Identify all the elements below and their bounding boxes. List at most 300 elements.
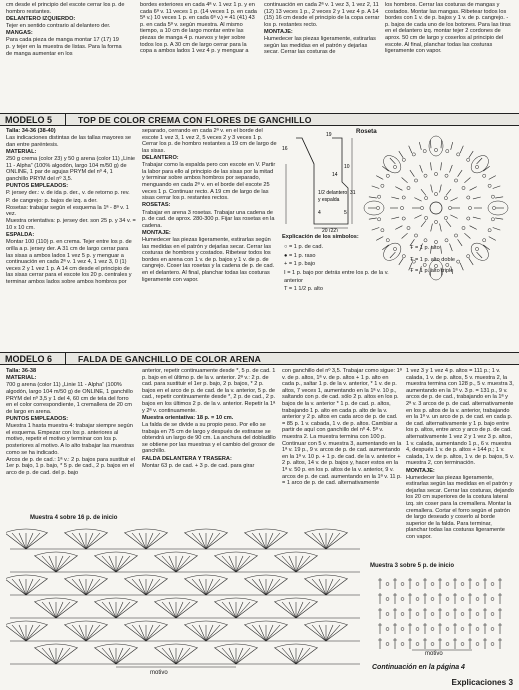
rosette-stitch-mark bbox=[440, 224, 442, 232]
chart4-shell-stitch bbox=[35, 556, 56, 572]
rosette-stitch-mark bbox=[414, 215, 421, 219]
chart4-shell-stitch bbox=[155, 648, 176, 664]
rosette-stitch-mark bbox=[464, 178, 470, 183]
rosette-chain-mark bbox=[423, 150, 426, 153]
rosette-stitch-mark bbox=[470, 226, 477, 230]
rosette-petal bbox=[380, 152, 404, 176]
chart3-chain bbox=[386, 598, 389, 601]
rosette-stitch-mark bbox=[414, 198, 421, 202]
chart3-chain bbox=[416, 583, 419, 586]
rosette-chain-mark bbox=[444, 197, 447, 200]
rosette-chain-mark bbox=[434, 148, 437, 151]
rosette-chain-mark bbox=[448, 206, 451, 209]
rosette-stitch-mark bbox=[372, 228, 380, 231]
rosette-chain-mark bbox=[488, 184, 491, 187]
rosette-stitch-mark bbox=[409, 146, 412, 153]
chart3-chain bbox=[386, 628, 389, 631]
chart4-shell-stitch bbox=[185, 625, 206, 641]
chart3-chain bbox=[476, 583, 479, 586]
rosette-stitch-mark bbox=[446, 189, 451, 195]
dim-n5: 5 bbox=[344, 210, 347, 216]
chart4-shell-arc bbox=[184, 621, 228, 625]
chart4-shell-stitch bbox=[12, 533, 26, 549]
rosette-stitch-mark bbox=[395, 226, 402, 230]
chart4-shell-stitch bbox=[206, 579, 220, 595]
rosette-chain-mark bbox=[467, 217, 470, 220]
schematic-outline bbox=[296, 138, 348, 224]
chart4-shell-stitch bbox=[326, 625, 347, 641]
chart3-chain bbox=[386, 583, 389, 586]
chart4-shell-stitch bbox=[252, 533, 266, 549]
rosette-chain-mark bbox=[467, 158, 470, 161]
chart4-shell-stitch bbox=[215, 648, 236, 664]
rosette-chain-mark bbox=[424, 174, 427, 177]
m5-column-2: separado, cerrando en cada 2ª v. en el borde del escote 1 vez 3, 1 vez 2, 5 veces 2 y 3 veces 1 p. Cerrar los p. de hombro restantes a 19 cm de largo de las sisas. DELANTERO: Trabajar como la espalda pero con escote en V. Partir la labor para ello al principio de las sisas por la mitad y terminar sobre ambos hombros por separado, menguando en cada 2ª v. en el borde del escote 25 veces 1 p. Continuar recto. A 19 cm de largo de las sisas cerrar los p. restantes rectos. ROSETAS: Trabajar en arena 3 rosetas. Trabajar una cadena de p. de cad. de aprox. 280-300 p. Fijar las rosetas en la cadena. MONTAJE: Humedecer las piezas ligeramente, estirarlas según las medidas en el patrón y dejarlas secar. Cerrar las costuras de hombros y costados. Ribetear todos los bordes en arena con 1 v. de p. bajos y 1 v. de p. de cangrejo. Coser las rosetas y la cadena de p. de cad. en el delantero. Al final, planchar todas las costuras ligeramente con vapor. bbox=[142, 128, 277, 283]
rosette-stitch-mark bbox=[430, 140, 431, 148]
rosette-stitch-mark bbox=[431, 162, 432, 170]
chart3-chain bbox=[386, 643, 389, 646]
top-column-1: cm desde el principio del escote cerrar los p. de hombro restantes. DELANTERO IZQUIERDO: Tejer en sentido contrario al delantero der. MANGAS: Para cada pieza de manga montar 17 (17) 19 p. y tejer en la muestra de listas. Para la forma de manga aumentar en los bbox=[6, 2, 125, 57]
rosette-stitch-mark bbox=[395, 187, 402, 191]
chart4-shell-stitch bbox=[116, 648, 130, 664]
chart3-chain bbox=[461, 613, 464, 616]
rosette-petal bbox=[468, 152, 492, 176]
rosette-chain-mark bbox=[434, 172, 437, 175]
continuation-note: Continuación en la página 4 bbox=[372, 664, 465, 671]
chart3-chain bbox=[461, 583, 464, 586]
rosette-stitch-mark bbox=[450, 165, 453, 173]
dim-right: 10 bbox=[344, 164, 350, 170]
rosette-chain-mark bbox=[425, 197, 428, 200]
chart4-shell-arc bbox=[214, 598, 258, 602]
top-column-4: los hombros. Cerrar las costuras de mangas y costados. Montar las mangas. Ribetear todos los bordes con 1 v. de p. bajos y 1 v. de p. cangrejo. - p. bajos de cada uno de los botones. Para las tiras en el delantero izq. montar tejer 2 cordones de aprox. 50 cm de largo y coserlos al principio del escote. Al final, planchar todas las costuras ligeramente con vapor. bbox=[385, 2, 511, 55]
rosette-chain-mark bbox=[381, 184, 384, 187]
chart4-shell-stitch bbox=[215, 556, 236, 572]
chart3-chain bbox=[401, 598, 404, 601]
dim-n4: 4 bbox=[318, 210, 321, 216]
chart3-chain bbox=[401, 613, 404, 616]
chart4-shell-stitch bbox=[192, 625, 206, 641]
chart4-shell-stitch bbox=[162, 648, 176, 664]
chart3-chain bbox=[431, 643, 434, 646]
chart4-shell-arc bbox=[124, 621, 168, 625]
dim-n1: 19 bbox=[326, 132, 332, 138]
chart4-shell-stitch bbox=[116, 556, 137, 572]
muestra-3-chart bbox=[372, 572, 512, 652]
chart3-chain bbox=[401, 583, 404, 586]
rosette-chain-mark bbox=[400, 206, 403, 209]
chart4-shell-stitch bbox=[146, 533, 160, 549]
chart4-shell-stitch bbox=[125, 533, 146, 549]
dim-bottom: 20 (22) bbox=[322, 228, 338, 232]
page-footer bbox=[452, 678, 513, 687]
chart4-shell-arc bbox=[6, 575, 48, 579]
rosette-stitch-mark bbox=[402, 178, 408, 183]
chart4-shell-stitch bbox=[252, 579, 266, 595]
chart3-chain bbox=[476, 628, 479, 631]
chart4-shell-stitch bbox=[296, 556, 317, 572]
chart4-shell-stitch bbox=[102, 602, 116, 618]
chart4-shell-stitch bbox=[305, 625, 326, 641]
chart4-shell-stitch bbox=[266, 625, 280, 641]
rosette-stitch-mark bbox=[420, 165, 423, 173]
chart4-shell-stitch bbox=[86, 533, 107, 549]
chart4-shell-stitch bbox=[6, 579, 26, 595]
chart3-chain bbox=[446, 643, 449, 646]
chart4-shell-stitch bbox=[65, 625, 86, 641]
rosette-chain-mark bbox=[376, 206, 379, 209]
chart4-shell-arc bbox=[244, 621, 288, 625]
chart4-shell-arc bbox=[6, 529, 48, 533]
chart3-chain bbox=[461, 598, 464, 601]
chart4-shell-stitch bbox=[146, 533, 167, 549]
rosette-chain-mark bbox=[445, 174, 448, 177]
rosette-stitch-mark bbox=[451, 142, 453, 150]
rosette-chain-mark bbox=[402, 158, 405, 161]
chart4-shell-arc bbox=[94, 552, 138, 556]
chart3-chain bbox=[476, 598, 479, 601]
roseta-label: Roseta bbox=[356, 128, 377, 135]
rosette-chain-mark bbox=[483, 174, 486, 177]
dim-n3: 31 bbox=[350, 190, 356, 196]
dim-n2: 14 bbox=[332, 172, 338, 178]
rosette-stitch-mark bbox=[369, 218, 377, 219]
rosette-stitch-mark bbox=[477, 158, 483, 164]
motivo-label-4: motivo bbox=[150, 670, 168, 676]
rosette-stitch-mark bbox=[372, 186, 380, 189]
chart4-shell-arc bbox=[304, 575, 348, 579]
chart3-chain bbox=[416, 613, 419, 616]
chart4-shell-stitch bbox=[86, 579, 100, 595]
chart4-shell-stitch bbox=[206, 533, 220, 549]
chart3-chain bbox=[476, 643, 479, 646]
chart4-shell-stitch bbox=[132, 579, 146, 595]
rosette-chain-mark bbox=[378, 195, 381, 198]
chart4-shell-stitch bbox=[12, 579, 26, 595]
rosette-chain-mark bbox=[446, 150, 449, 153]
chart4-shell-arc bbox=[34, 552, 78, 556]
chart3-chain bbox=[401, 628, 404, 631]
chart4-shell-stitch bbox=[95, 648, 116, 664]
chart4-shell-stitch bbox=[266, 625, 287, 641]
chart4-shell-arc bbox=[154, 644, 198, 648]
chart4-shell-arc bbox=[34, 598, 78, 602]
rosette-chain-mark bbox=[407, 226, 410, 229]
chain-icon: ○ bbox=[284, 244, 288, 250]
chart4-shell-arc bbox=[214, 552, 258, 556]
chart4-shell-stitch bbox=[56, 602, 77, 618]
chart4-shell-stitch bbox=[326, 533, 347, 549]
chart4-shell-stitch bbox=[236, 648, 257, 664]
chart4-shell-stitch bbox=[95, 602, 116, 618]
chart4-shell-stitch bbox=[222, 602, 236, 618]
rosette-chain-mark bbox=[381, 229, 384, 232]
chart3-chain bbox=[431, 583, 434, 586]
chart3-chain bbox=[416, 643, 419, 646]
chart4-shell-stitch bbox=[312, 579, 326, 595]
chart4-shell-stitch bbox=[26, 533, 47, 549]
rosette-stitch-mark bbox=[473, 197, 481, 199]
rosette-chain-mark bbox=[378, 218, 381, 221]
chart4-shell-arc bbox=[64, 529, 108, 533]
chart4-shell-stitch bbox=[185, 533, 206, 549]
chart4-shell-arc bbox=[124, 529, 168, 533]
chart4-shell-stitch bbox=[236, 556, 257, 572]
rosette-stitch-mark bbox=[495, 197, 503, 198]
chart4-shell-stitch bbox=[192, 533, 206, 549]
chart4-shell-stitch bbox=[56, 556, 70, 572]
rosette-stitch-mark bbox=[460, 146, 463, 153]
rosette-stitch-mark bbox=[450, 215, 457, 219]
rosette-chain-mark bbox=[386, 174, 389, 177]
chart4-shell-arc bbox=[34, 644, 78, 648]
chart4-shell-stitch bbox=[56, 602, 70, 618]
rosette-chain-mark bbox=[462, 226, 465, 229]
chart4-shell-stitch bbox=[296, 602, 317, 618]
chart3-chain bbox=[446, 598, 449, 601]
chart3-chain bbox=[386, 613, 389, 616]
chart4-shell-stitch bbox=[222, 648, 236, 664]
chart4-shell-stitch bbox=[116, 556, 130, 572]
rosette-chain-mark bbox=[414, 179, 417, 182]
chart4-shell-stitch bbox=[72, 625, 86, 641]
chart3-chain bbox=[401, 643, 404, 646]
rosette-stitch-mark bbox=[473, 217, 481, 219]
double-crochet-icon: Ŧ bbox=[410, 245, 414, 251]
chart4-shell-stitch bbox=[56, 648, 77, 664]
chart4-shell-stitch bbox=[176, 648, 197, 664]
chart4-shell-stitch bbox=[206, 625, 220, 641]
chart4-shell-stitch bbox=[116, 602, 137, 618]
chart4-shell-stitch bbox=[125, 579, 146, 595]
chart4-shell-stitch bbox=[155, 602, 176, 618]
chart3-chain bbox=[446, 613, 449, 616]
rosette-chain-mark bbox=[402, 196, 405, 199]
chart3-chain bbox=[476, 613, 479, 616]
chart4-shell-stitch bbox=[245, 533, 266, 549]
rosette-stitch-mark bbox=[489, 176, 496, 180]
chart4-shell-stitch bbox=[245, 625, 266, 641]
rosette-chain-mark bbox=[492, 206, 495, 209]
chart4-shell-stitch bbox=[72, 533, 86, 549]
chart4-shell-arc bbox=[304, 529, 348, 533]
chart4-shell-stitch bbox=[326, 625, 340, 641]
page-number: 3 bbox=[508, 678, 513, 687]
chart4-shell-stitch bbox=[245, 579, 266, 595]
chart4-shell-stitch bbox=[305, 579, 326, 595]
chart4-shell-stitch bbox=[192, 579, 206, 595]
chart4-shell-arc bbox=[184, 529, 228, 533]
model-6-number: MODELO 6 bbox=[0, 353, 66, 364]
section-name: Explicaciones bbox=[451, 678, 507, 687]
chart4-shell-stitch bbox=[296, 648, 310, 664]
rosette-chain-mark bbox=[488, 229, 491, 232]
chart4-shell-stitch bbox=[176, 648, 190, 664]
chart4-shell-stitch bbox=[125, 625, 146, 641]
rosette-stitch-mark bbox=[391, 197, 399, 199]
chart4-shell-stitch bbox=[266, 533, 287, 549]
chart4-shell-stitch bbox=[296, 556, 310, 572]
chart4-shell-stitch bbox=[86, 625, 107, 641]
model-5-title: TOP DE COLOR CREMA CON FLORES DE GANCHILLO bbox=[78, 114, 312, 125]
chart4-shell-stitch bbox=[176, 602, 190, 618]
rosette-stitch-mark bbox=[495, 218, 503, 219]
symbol-legend: Explicación de los símbolos: bbox=[282, 234, 359, 240]
chart4-shell-stitch bbox=[252, 625, 266, 641]
chart4-shell-arc bbox=[64, 621, 108, 625]
top-column-3: continuación en cada 2ª v. 1 vez 3, 1 vez 2, 11 (12) 13 veces 1 p., 2 veces 2 y 1 vez 4 p. A 14 (15) 16 cm desde el principio de la copa cerrar los p. restantes recto. MONTAJE: Humedecer las piezas ligeramente, estirarlas según las medidas en el patrón y dejarlas secar. Cerrar las costuras de bbox=[264, 2, 380, 56]
rosette-chain-mark bbox=[393, 165, 396, 168]
chart4-shell-stitch bbox=[72, 579, 86, 595]
chart4-shell-stitch bbox=[86, 625, 100, 641]
rosette-chain-mark bbox=[475, 165, 478, 168]
chart4-shell-stitch bbox=[185, 579, 206, 595]
chart3-chain bbox=[491, 598, 494, 601]
chart4-shell-stitch bbox=[326, 579, 347, 595]
chart4-shell-stitch bbox=[296, 648, 317, 664]
half-label-2: y espalda bbox=[318, 197, 340, 203]
rosette-chain-mark bbox=[444, 216, 447, 219]
chart4-shell-stitch bbox=[86, 533, 100, 549]
chart4-shell-stitch bbox=[56, 648, 70, 664]
chart4-shell-arc bbox=[124, 575, 168, 579]
chart4-shell-stitch bbox=[215, 602, 236, 618]
chart4-shell-stitch bbox=[275, 648, 296, 664]
rosette-stitch-mark bbox=[493, 186, 501, 189]
rosette-stitch-mark bbox=[469, 151, 473, 158]
chart4-shell-stitch bbox=[176, 602, 197, 618]
chart3-chain bbox=[431, 613, 434, 616]
chart4-shell-stitch bbox=[312, 533, 326, 549]
muestra-3-label: Muestra 3 sobre 5 p. de inicio bbox=[370, 563, 455, 569]
chart3-chain bbox=[431, 598, 434, 601]
chart4-shell-stitch bbox=[56, 556, 77, 572]
rosette-chain-mark bbox=[402, 217, 405, 220]
chart4-shell-stitch bbox=[155, 556, 176, 572]
rosette-stitch-mark bbox=[376, 176, 383, 180]
rosette-chain-mark bbox=[454, 179, 457, 182]
m6-column-2: anterior, repetir continuamente desde *, 5 p. de cad. 1 p. bajo en el último p. de la v. anterior. 2ª v.: 2 p. de cad. para sustituir el 1er p. bajo, 2 p. bajos, * 2 p. bajos en el arco de p. de cad. de la v. anterior, 5 p. de cad., repetir continuamente desde *, 2 p. de cad., 2 p. bajos en los últimos 2 p. de la v. anterior. Repetir la 1ª y 2ª v. continuamente. Muestra orientativa: 18 p. = 10 cm. La falda de se divide a su propio peso. Por ello se trabaja en 75 cm de largo y después de estirarse se obtendrá un largo de 90 cm. La anchura del dobladillo se obtiene por las muestras y el cambio del grosor de ganchillo. FALDA DELANTERA Y TRASERA: Montar 63 p. de cad. + 3 p. de cad. para girar bbox=[142, 368, 276, 469]
chart4-shell-stitch bbox=[26, 625, 40, 641]
chart4-shell-stitch bbox=[312, 625, 326, 641]
model-6-title: FALDA DE GANCHILLO DE COLOR ARENA bbox=[78, 353, 262, 364]
rosette-chain-mark bbox=[457, 153, 460, 156]
chart4-shell-stitch bbox=[65, 533, 86, 549]
rosette-stitch-mark bbox=[399, 151, 403, 158]
rosette-chain-mark bbox=[491, 218, 494, 221]
rosette-stitch-mark bbox=[450, 198, 457, 202]
chart4-shell-stitch bbox=[65, 579, 86, 595]
chart4-shell-stitch bbox=[26, 579, 40, 595]
chart4-shell-stitch bbox=[275, 556, 296, 572]
rosette-chain-mark bbox=[491, 195, 494, 198]
slip-stitch-icon: ● bbox=[284, 252, 288, 259]
chart4-shell-stitch bbox=[102, 648, 116, 664]
rosette-stitch-mark bbox=[441, 162, 442, 170]
chart4-shell-stitch bbox=[326, 533, 340, 549]
chart4-shell-stitch bbox=[42, 648, 56, 664]
chart4-shell-stitch bbox=[42, 556, 56, 572]
chart4-shell-stitch bbox=[162, 602, 176, 618]
rosette-chain-mark bbox=[462, 186, 465, 189]
chart4-shell-stitch bbox=[206, 579, 227, 595]
muestra-4-label: Muestra 4 sobre 16 p. de inicio bbox=[30, 515, 118, 521]
chart4-shell-stitch bbox=[132, 625, 146, 641]
chart4-shell-stitch bbox=[35, 648, 56, 664]
model-5-header bbox=[0, 113, 519, 126]
chart4-shell-arc bbox=[214, 644, 258, 648]
chart4-shell-stitch bbox=[12, 625, 26, 641]
chart4-shell-stitch bbox=[236, 556, 250, 572]
m6-column-4: 1 vez 3 y 1 vez 4 p. altos = 111 p.; 1 v. calada, 1 v. de p. altos, 5 v. muestra 2, la muestra termina con 128 p., 5 v. muestra 3, aumentando en la 1ª v. 3 p. = 131 p., 9 v. arcos de p. de cad., trabajando en la 1ª y 2ª v. 3 arcos de p. de cad. alternativamente en los p. altos de la v. anterior, trabajando en la 1ª v. un arco de p. de cad. en cada p. de cad. alternativamente y 1 p. bajo entre los p. altos, entre arco y arco de p. de cad. alternativamente 1 vez 2 y 1 vez 3 p. altos, 1 v. calada, aumentando 1 p., 6 v. muestra 4, después 1 v. de p. altos + 144 p.; 1 v. calada, 1 v. de p. altos, 1 v. de p. bajos, 5 v. muestra 2, con terminación. MONTAJE: Humedecer las piezas ligeramente, estirarlas según las medidas en el patrón y dejarlas secar. Cerrar las costuras, dejando los 20 cm superiores de la costura lateral izq. sin coser para la cremallera. Montar la cremallera. Cortar el forro según el patrón de largo deseado y coserlo al borde superior de la falda. Para terminar, planchar todas las costuras ligeramente con vapor. bbox=[406, 368, 514, 541]
m5-column-1: Talla: 34-36 (38-40) Las indicaciones distintas de las tallas mayores se dan entre paréntesis. MATERIAL: 250 g crema (color 23) y 50 g arena (color 11) „Linie 11 - Alpha“ (100% algodón, largo 104 m/50 g) de ONLINE, 1 par de agujas PRYM del nº 4, 1 ganchillo PRYM del nº 3,5. PUNTOS EMPLEADOS: P. jersey der.: v. de ida p. der., v. de retorno p. rev. P. de cangrejo: p. bajos de izq. a der. Rosetas: trabajar según el esquema la 1ª - 8ª v. 1 vez. Muestra orientativa: p. jersey der. son 25 p. y 34 v. = 10 x 10 cm. ESPALDA: Montar 100 (110) p. en crema. Tejer entre los p. de orilla a p. jersey der. A 31 cm de largo cerrar para las sisas a ambos lados 1 vez 5 p. y menguar a continuación en cada 2ª v. 1 vez 4, 1 vez 3, 0 (1) veces 2 y 1 vez 1 p. A 14 cm desde el principio de las sisas cerrar para el escote los 20 p. centrales y terminar ambos lados sobre ambos hombros por bbox=[6, 128, 136, 285]
chart3-chain bbox=[491, 628, 494, 631]
chart4-shell-stitch bbox=[282, 648, 296, 664]
chart3-chain bbox=[491, 613, 494, 616]
garment-schematic bbox=[282, 128, 357, 232]
chart4-shell-stitch bbox=[132, 533, 146, 549]
model-5-number: MODELO 5 bbox=[0, 114, 66, 125]
chart4-shell-stitch bbox=[146, 625, 160, 641]
chart3-chain bbox=[431, 628, 434, 631]
chart3-chain bbox=[491, 583, 494, 586]
top-column-2: bordes exteriores en cada 4ª v. 1 vez 1 p. y en cada 6ª v. 11 veces 1 p. (14 veces 1 p. en cada 5ª v.) 10 veces 1 p. en cada 6ª v.) = 41 (41) 43 p. en cada 5ª v. según muestra. Al mismo tiempo, a 10 cm de largo montar entre las piezas de manga 4 p. nuevos y tejer sobre todos los p. A 30 cm de largo cerrar para la copa a ambos lados 1 vez 4 p. y menguar a bbox=[140, 2, 257, 55]
rosette-chain-mark bbox=[467, 196, 470, 199]
chart4-shell-arc bbox=[64, 575, 108, 579]
chart4-shell-stitch bbox=[275, 602, 296, 618]
rosette-stitch-mark bbox=[431, 224, 433, 232]
rosette-stitch-mark bbox=[421, 189, 426, 195]
rosette-stitch-mark bbox=[458, 170, 463, 177]
chart4-shell-stitch bbox=[296, 602, 310, 618]
chart4-shell-stitch bbox=[236, 602, 257, 618]
chart4-shell-stitch bbox=[35, 602, 56, 618]
treble-crochet-icon: Ŧ bbox=[410, 256, 414, 263]
chart4-shell-arc bbox=[304, 621, 348, 625]
chart4-shell-stitch bbox=[266, 579, 287, 595]
chart3-chain bbox=[491, 643, 494, 646]
rosette-stitch-mark bbox=[410, 170, 415, 177]
rosette-stitch-mark bbox=[440, 185, 442, 193]
chart4-shell-stitch bbox=[236, 602, 250, 618]
chart4-shell-arc bbox=[94, 644, 138, 648]
chart4-shell-arc bbox=[244, 575, 288, 579]
chart4-shell-stitch bbox=[206, 625, 227, 641]
rosette-chain-mark bbox=[425, 216, 428, 219]
chart4-shell-stitch bbox=[162, 556, 176, 572]
chart4-shell-stitch bbox=[146, 579, 167, 595]
rosette-chain-mark bbox=[412, 153, 415, 156]
chart3-chain bbox=[416, 628, 419, 631]
chart3-chain bbox=[446, 628, 449, 631]
chart4-shell-arc bbox=[94, 598, 138, 602]
chart4-shell-arc bbox=[274, 552, 318, 556]
chart4-shell-stitch bbox=[282, 556, 296, 572]
double-treble-icon: Ŧ bbox=[410, 268, 414, 275]
chart4-shell-arc bbox=[274, 598, 318, 602]
chart4-shell-stitch bbox=[176, 556, 197, 572]
chart3-chain bbox=[446, 583, 449, 586]
chart4-shell-stitch bbox=[95, 556, 116, 572]
rosette-stitch-mark bbox=[470, 187, 477, 191]
chart4-shell-stitch bbox=[26, 579, 47, 595]
chart4-shell-stitch bbox=[146, 579, 160, 595]
rosette-center-ring bbox=[430, 202, 442, 214]
chart4-shell-stitch bbox=[42, 602, 56, 618]
legend-right: Ŧ = 1 p. alto Ŧ = 1 p. alto doble Ŧ = 1 p. alto triple bbox=[410, 245, 455, 275]
chart4-shell-stitch bbox=[116, 648, 137, 664]
rosette-chain-mark bbox=[407, 186, 410, 189]
